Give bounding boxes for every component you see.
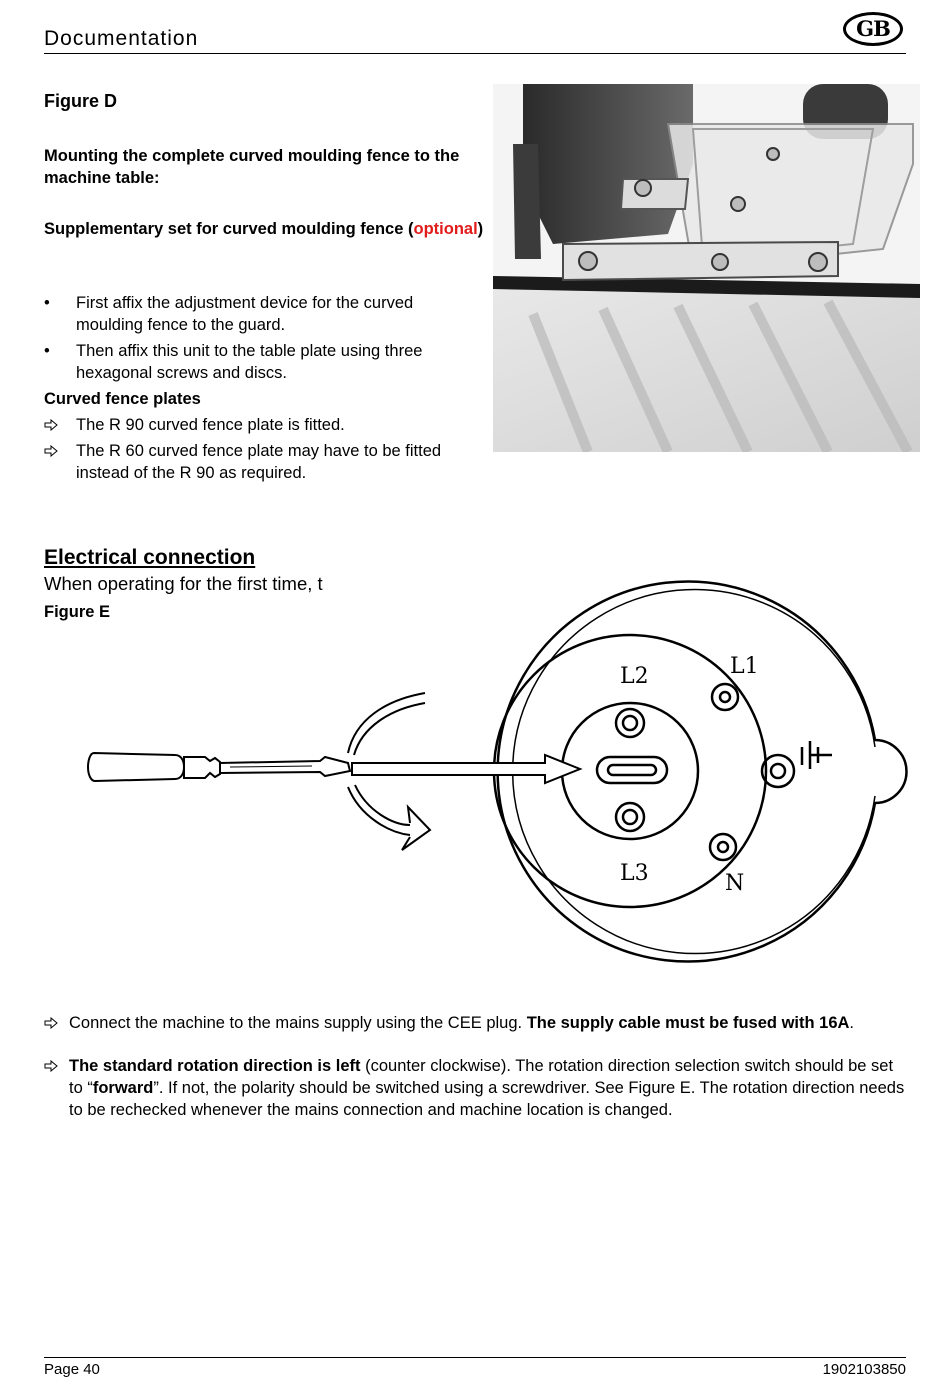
insert-arrow-icon [352, 755, 580, 783]
hollow-arrow-icon [44, 414, 64, 437]
pin-label-l1: L1 [730, 654, 759, 679]
bullet-dot-icon: • [44, 342, 50, 360]
pin-label-l3: L3 [620, 861, 649, 886]
pin-label-l2: L2 [620, 664, 649, 689]
mounting-heading: Mounting the complete curved moulding fence to the machine table: [44, 147, 460, 187]
header-divider [44, 53, 906, 54]
language-badge: GB [843, 12, 903, 46]
footer-divider [44, 1357, 906, 1358]
figure-e-title: Figure E [44, 603, 111, 621]
plug-polarity-diagram [80, 575, 940, 975]
hollow-arrow-icon [44, 440, 64, 463]
list-item: • Then affix this unit to the table plate using three hexagonal screws and discs. [44, 342, 423, 382]
optional-label: optional [413, 220, 478, 238]
list-item: The R 60 curved fence plate may have to be fitted instead of the R 90 as required. [44, 440, 484, 484]
page-number: Page 40 [44, 1361, 100, 1378]
list-item: • First affix the adjustment device for the curved moulding fence to the guard. [44, 294, 414, 334]
bullet-dot-icon: • [44, 294, 50, 312]
list-item: The R 90 curved fence plate is fitted. [44, 414, 484, 436]
fence-mounting-photo [493, 84, 920, 452]
rotation-disc [562, 703, 698, 839]
curved-plates-heading: Curved fence plates [44, 390, 201, 408]
pin-label-n: N [725, 871, 745, 896]
electrical-connection-heading: Electrical connection [44, 546, 256, 569]
screwdriver-icon [88, 753, 350, 781]
page-header-title: Documentation [44, 27, 199, 50]
electrical-intro-text: When operating for the first time, t [44, 573, 323, 594]
supplementary-heading: Supplementary set for curved moulding fence (optional) [44, 220, 484, 238]
document-code: 1902103850 [822, 1361, 906, 1378]
list-item: The standard rotation direction is left (counter clockwise). The rotation direction selection switch should be set to “forward”. If not, the polarity should be switched using a screwdriver. See Figure E. The rotation direction needs to be rechecked whenever the mains connection and machine location is changed. [44, 1055, 906, 1121]
figure-d-title: Figure D [44, 91, 118, 111]
list-item: Connect the machine to the mains supply using the CEE plug. The supply cable must be fused with 16A. [44, 1012, 906, 1034]
hollow-arrow-icon [44, 1012, 64, 1035]
hollow-arrow-icon [44, 1055, 64, 1078]
